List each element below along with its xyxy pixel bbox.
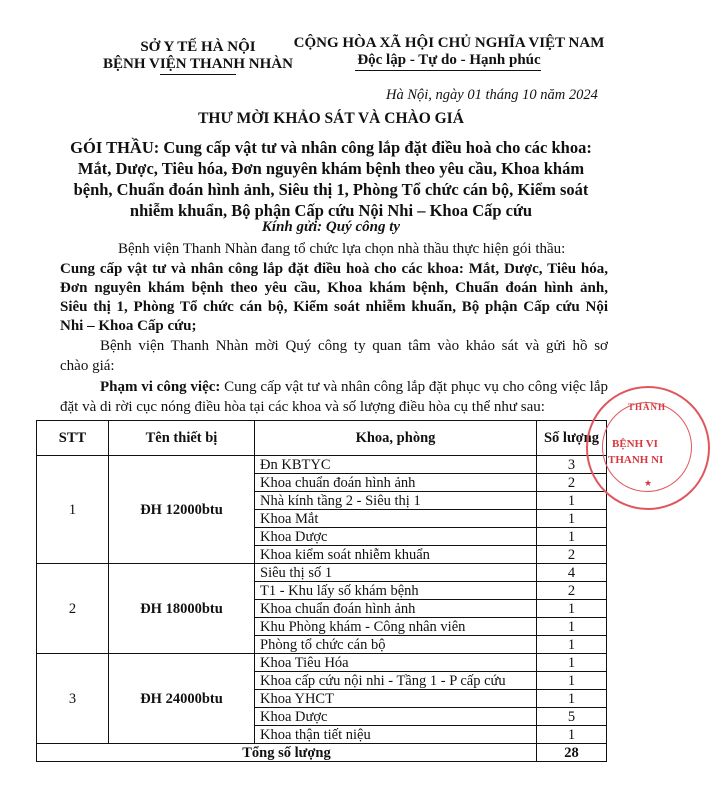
quantity-cell: 1 (537, 492, 607, 510)
stamp-line-2: THANH NI (608, 454, 664, 466)
header-device: Tên thiết bị (109, 421, 255, 456)
recipient: Kính gửi: Quý công ty (261, 219, 401, 235)
department-cell: Siêu thị số 1 (255, 564, 537, 582)
department-cell: Khoa Mắt (255, 510, 537, 528)
intro-line: Bệnh viện Thanh Nhàn đang tổ chức lựa chọn nhà thầu thực hiện gói thầu: (118, 241, 566, 257)
invite-line-1: Bệnh viện Thanh Nhàn mời Quý công ty quan tâm vào khảo sát và gửi hồ sơ (100, 338, 608, 354)
national-title: CỘNG HÒA XÃ HỘI CHỦ NGHĨA VIỆT NAM (293, 35, 605, 51)
intro-bold-2: Đơn nguyên khám bệnh theo yêu cầu, Khoa khám bệnh, Chuẩn đoán hình ảnh, (60, 280, 608, 296)
page-title: THƯ MỜI KHẢO SÁT VÀ CHÀO GIÁ (198, 110, 464, 127)
package-line-2: Mắt, Dược, Tiêu hóa, Đơn nguyên khám bệnh theo yêu cầu, Khoa khám (77, 159, 585, 178)
department-cell: Khoa Dược (255, 708, 537, 726)
quantity-cell: 5 (537, 708, 607, 726)
total-value: 28 (537, 744, 607, 762)
department-cell: Khoa cấp cứu nội nhi - Tầng 1 - P cấp cứu (255, 672, 537, 690)
motto-underline (355, 70, 541, 71)
department-cell: Khoa Dược (255, 528, 537, 546)
quantity-cell: 1 (537, 654, 607, 672)
org-underline (160, 74, 236, 75)
group-stt: 3 (37, 654, 109, 744)
equipment-table (36, 420, 607, 762)
total-label: Tổng số lượng (37, 744, 537, 762)
quantity-cell: 1 (537, 510, 607, 528)
package-line-1: GÓI THẦU: Cung cấp vật tư và nhân công lắp đặt điều hoà cho các khoa: (70, 138, 592, 157)
intro-bold-3: Siêu thị 1, Phòng Tổ chức cán bộ, Kiểm soát nhiễm khuẩn, Bộ phận Cấp cứu Nội (60, 299, 608, 315)
stamp-top-text: THÀNH (628, 402, 667, 412)
org-parent: SỞ Y TẾ HÀ NỘI (140, 39, 256, 55)
quantity-cell: 1 (537, 618, 607, 636)
quantity-cell: 3 (537, 456, 607, 474)
scope-text-1: Cung cấp vật tư và nhân công lắp đặt phục vụ cho công việc lắp (220, 379, 609, 395)
department-cell: Đn KBTYC (255, 456, 537, 474)
invite-line-2: chào giá: (60, 358, 115, 374)
department-cell: Khoa kiểm soát nhiễm khuẩn (255, 546, 537, 564)
scope-line-1 (100, 377, 610, 397)
package-line-4: nhiễm khuẩn, Bộ phận Cấp cứu Nội Nhi – Khoa Cấp cứu (129, 201, 533, 220)
hospital-stamp (586, 386, 710, 510)
quantity-cell: 2 (537, 582, 607, 600)
scope-label: Phạm vi công việc: (100, 379, 221, 395)
department-cell: Khu Phòng khám - Công nhân viên (255, 618, 537, 636)
department-cell: Khoa chuẩn đoán hình ảnh (255, 474, 537, 492)
intro-bold-4: Nhi – Khoa Cấp cứu; (60, 318, 197, 334)
quantity-cell: 1 (537, 528, 607, 546)
header-stt: STT (37, 421, 109, 456)
department-cell: Khoa Tiêu Hóa (255, 654, 537, 672)
header-quantity: Số lượng (537, 421, 607, 456)
group-device: ĐH 12000btu (109, 456, 255, 564)
table-row (37, 654, 607, 672)
department-cell: Nhà kính tầng 2 - Siêu thị 1 (255, 492, 537, 510)
org-name: BỆNH VIỆN THANH NHÀN (103, 56, 293, 72)
scope-line-2: đặt và di rời cục nóng điều hòa tại các khoa và số lượng điều hòa cụ thể như sau: (60, 399, 545, 415)
total-row (37, 744, 607, 762)
quantity-cell: 1 (537, 636, 607, 654)
department-cell: Phòng tổ chức cán bộ (255, 636, 537, 654)
quantity-cell: 2 (537, 546, 607, 564)
quantity-cell: 1 (537, 600, 607, 618)
department-cell: T1 - Khu lấy số khám bệnh (255, 582, 537, 600)
quantity-cell: 2 (537, 474, 607, 492)
table-row (37, 564, 607, 582)
date-line: Hà Nội, ngày 01 tháng 10 năm 2024 (386, 87, 598, 103)
department-cell: Khoa YHCT (255, 690, 537, 708)
department-cell: Khoa chuẩn đoán hình ảnh (255, 600, 537, 618)
quantity-cell: 4 (537, 564, 607, 582)
intro-bold-1: Cung cấp vật tư và nhân công lắp đặt điều hoà cho các khoa: Mắt, Dược, Tiêu hóa, (60, 261, 608, 277)
group-stt: 1 (37, 456, 109, 564)
header-department: Khoa, phòng (255, 421, 537, 456)
stamp-line-1: BỆNH VI (612, 438, 658, 450)
quantity-cell: 1 (537, 726, 607, 744)
table-header-row (37, 421, 607, 456)
quantity-cell: 1 (537, 672, 607, 690)
quantity-cell: 1 (537, 690, 607, 708)
group-device: ĐH 18000btu (109, 564, 255, 654)
table-row (37, 456, 607, 474)
department-cell: Khoa thận tiết niệu (255, 726, 537, 744)
package-line-3: bệnh, Chuẩn đoán hình ảnh, Siêu thị 1, Phòng Tổ chức cán bộ, Kiểm soát (73, 180, 589, 199)
group-stt: 2 (37, 564, 109, 654)
national-motto: Độc lập - Tự do - Hạnh phúc (357, 52, 541, 68)
group-device: ĐH 24000btu (109, 654, 255, 744)
star-icon: ★ (644, 478, 653, 488)
